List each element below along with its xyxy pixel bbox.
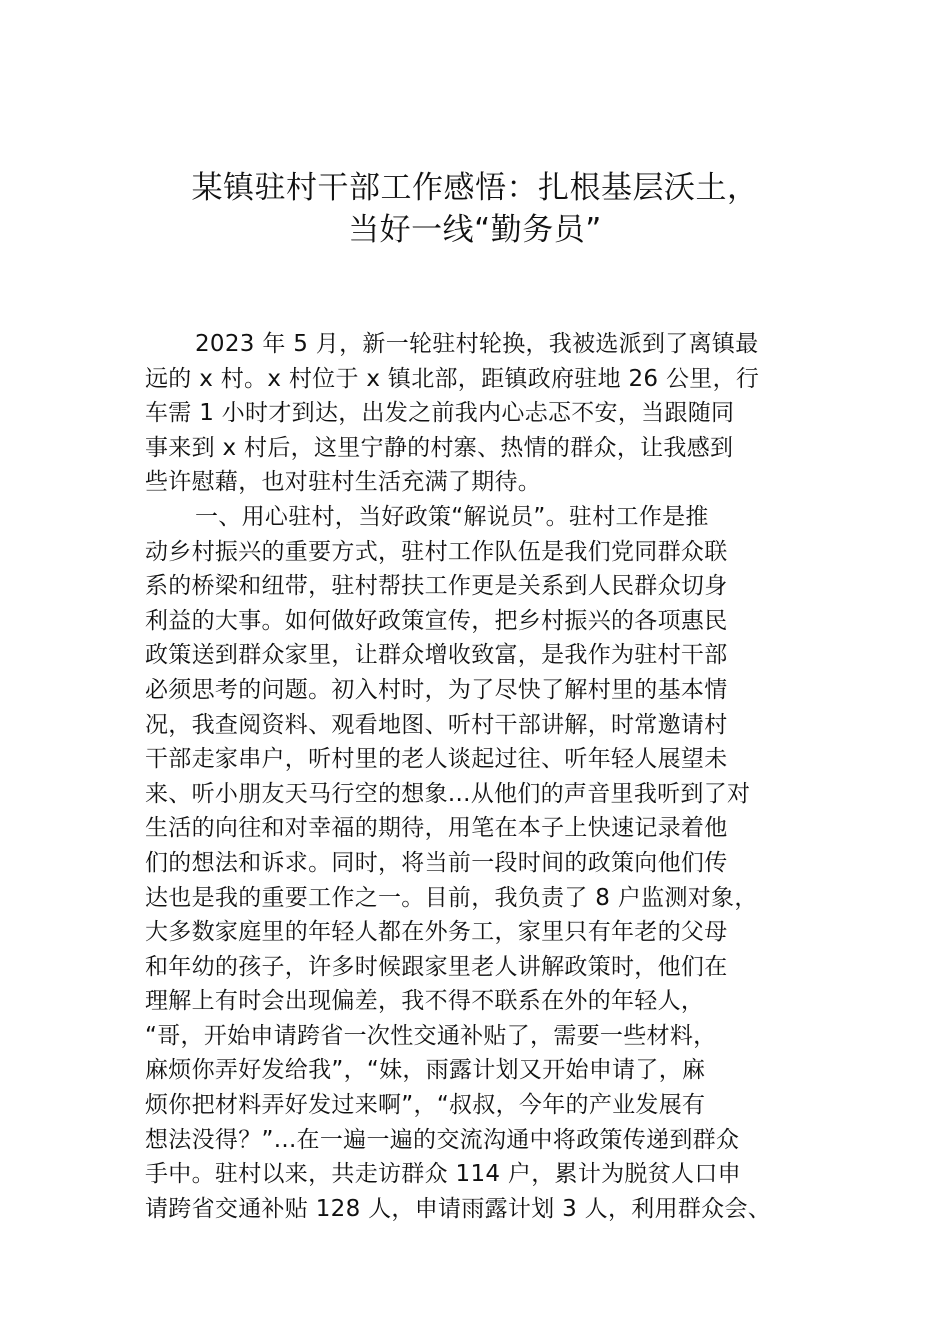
body-line: 系的桥梁和纽带，驻村帮扶工作更是关系到人民群众切身 xyxy=(145,573,728,600)
body-line: 手中。驻村以来，共走访群众 114 户，累计为脱贫人口申 xyxy=(145,1161,741,1188)
body-line: “哥，开始申请跨省一次性交通补贴了，需要一些材料， xyxy=(145,1022,717,1049)
body-line: 况，我查阅资料、观看地图、听村干部讲解，时常邀请村 xyxy=(145,711,728,738)
document-title-line-1: 某镇驻村干部工作感悟：扎根基层沃土， xyxy=(191,170,759,206)
body-line: 麻烦你弄好发给我”，“妹，雨露计划又开始申请了，麻 xyxy=(145,1057,706,1084)
body-line: 大多数家庭里的年轻人都在外务工，家里只有年老的父母 xyxy=(145,919,728,946)
body-line: 远的 x 村。x 村位于 x 镇北部，距镇政府驻地 26 公里，行 xyxy=(145,365,760,392)
body-line: 生活的向往和对幸福的期待，用笔在本子上快速记录着他 xyxy=(145,815,728,842)
body-line: 理解上有时会出现偏差，我不得不联系在外的年轻人， xyxy=(145,988,705,1015)
body-line: 车需 1 小时才到达，出发之前我内心忐忑不安，当跟随同 xyxy=(145,400,735,427)
body-line: 必须思考的问题。初入村时，为了尽快了解村里的基本情 xyxy=(145,676,728,703)
body-line: 来、听小朋友天马行空的想象...从他们的声音里我听到了对 xyxy=(145,780,751,807)
body-line: 2023 年 5 月，新一轮驻村轮换，我被选派到了离镇最 xyxy=(195,331,759,357)
document-body xyxy=(145,327,830,1226)
body-line: 烦你把材料弄好发过来啊”，“叔叔，今年的产业发展有 xyxy=(145,1092,706,1119)
body-line: 想法没得？”...在一遍一遍的交流沟通中将政策传递到群众 xyxy=(145,1126,740,1153)
body-line: 达也是我的重要工作之一。目前，我负责了 8 户监测对象， xyxy=(145,884,758,911)
body-line: 一、用心驻村，当好政策“解说员”。驻村工作是推 xyxy=(195,503,709,530)
body-line: 政策送到群众家里，让群众增收致富，是我作为驻村干部 xyxy=(145,642,728,669)
body-line: 干部走家串户，听村里的老人谈起过往、听年轻人展望未 xyxy=(145,746,728,773)
body-line: 动乡村振兴的重要方式，驻村工作队伍是我们党同群众联 xyxy=(145,538,728,565)
body-line: 事来到 x 村后，这里宁静的村寨、热情的群众，让我感到 xyxy=(145,434,734,461)
body-line: 些许慰藉，也对驻村生活充满了期待。 xyxy=(145,469,542,496)
body-line: 利益的大事。如何做好政策宣传，把乡村振兴的各项惠民 xyxy=(145,607,728,634)
document-title-line-2: 当好一线“勤务员” xyxy=(348,212,602,248)
body-line: 们的想法和诉求。同时，将当前一段时间的政策向他们传 xyxy=(145,849,728,876)
body-line: 请跨省交通补贴 128 人，申请雨露计划 3 人，利用群众会、 xyxy=(145,1195,772,1222)
body-line: 和年幼的孩子，许多时候跟家里老人讲解政策时，他们在 xyxy=(145,953,728,980)
